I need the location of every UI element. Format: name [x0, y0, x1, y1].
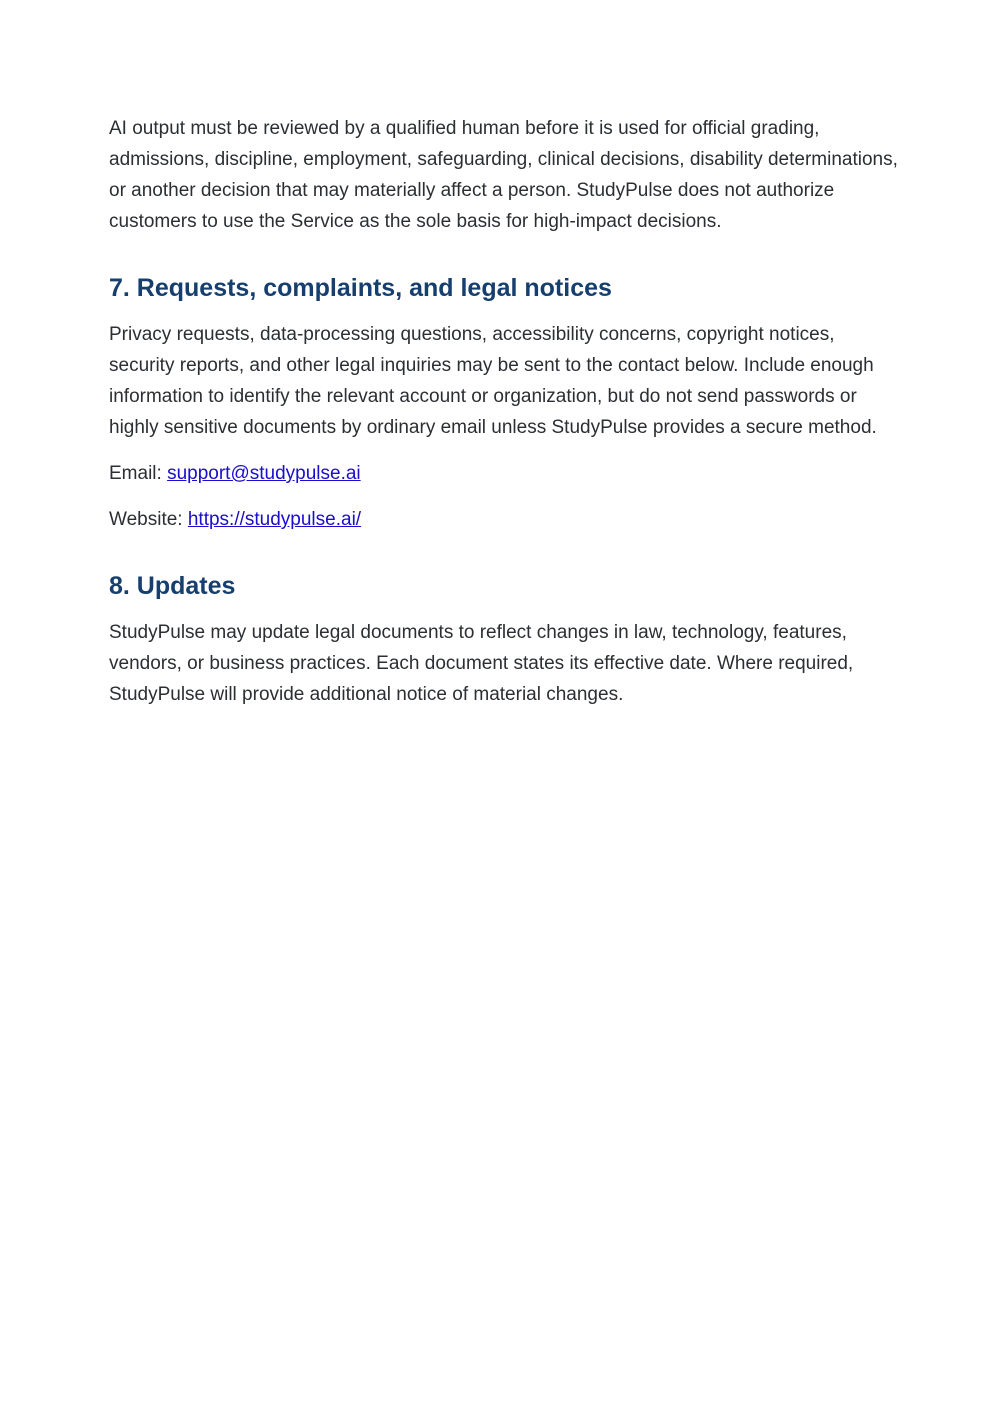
ai-review-paragraph: AI output must be reviewed by a qualified human before it is used for official grading, admissions, discipline, employment, safeguarding, clinical decisions, disability determinations, or another decision that may materially affect a person. StudyPulse does not authorize customers to use the Service as the sole basis for high-impact decisions.	[109, 118, 898, 232]
section-7-heading: 7. Requests, complaints, and legal notices	[109, 274, 612, 302]
section-7-paragraph: Privacy requests, data-processing questions, accessibility concerns, copyright notices, security reports, and other legal inquiries may be sent to the contact below. Include enough information to identify the relevant account or organization, but do not send passwords or highly sensitive documents by ordinary email unless StudyPulse provides a secure method.	[109, 324, 877, 438]
email-line	[109, 458, 899, 489]
section-8-heading: 8. Updates	[109, 572, 236, 600]
website-line	[109, 504, 899, 535]
section-8-paragraph: StudyPulse may update legal documents to reflect changes in law, technology, features, vendors, or business practices. Each document states its effective date. Where required, StudyPulse will provide additional notice of material changes.	[109, 622, 854, 705]
document-page	[109, 113, 899, 710]
email-link[interactable]: support@studypulse.ai	[167, 463, 361, 484]
website-label: Website:	[109, 509, 188, 530]
website-link[interactable]: https://studypulse.ai/	[187, 509, 362, 530]
email-label: Email:	[109, 463, 168, 484]
